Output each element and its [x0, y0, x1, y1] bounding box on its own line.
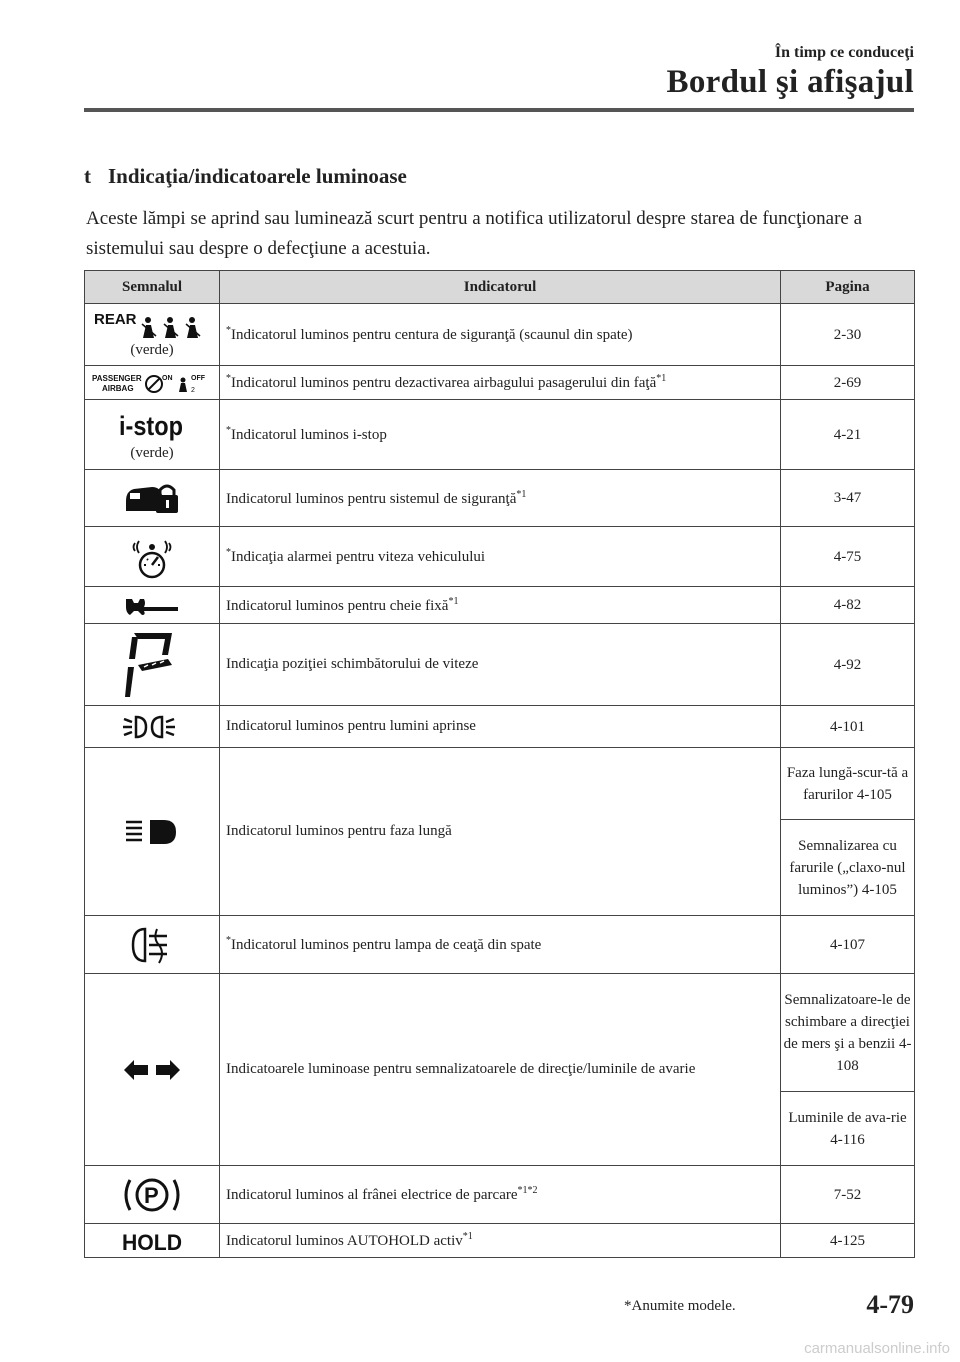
autohold-icon — [120, 1229, 184, 1253]
turn-signal-icon — [122, 1058, 182, 1082]
svg-text:OFF: OFF — [191, 374, 205, 382]
page-ref: 4-92 — [781, 624, 915, 706]
intro-paragraph: Aceste lămpi se aprind sau luminează scurt pentru a notifica utilizatorul despre starea de funcţionare a sistemului sau despre o defecţiune a acestuia. — [86, 208, 863, 259]
page-ref: Semnalizarea cu farurile („claxo-nul luminos”) 4-105 — [781, 820, 915, 916]
page-ref: 4-75 — [781, 527, 915, 587]
svg-text:i-stop: i-stop — [119, 411, 183, 441]
table-row — [85, 527, 915, 587]
header-rule — [84, 108, 914, 112]
page-ref: 4-101 — [781, 706, 915, 748]
footnote-ref: *1 — [656, 373, 667, 384]
table-row — [85, 304, 915, 366]
indicator-table — [84, 270, 915, 1258]
table-row — [85, 706, 915, 748]
table-row — [85, 400, 915, 470]
indicator-text: Indicatorul luminos pentru sistemul de siguranţă — [226, 490, 517, 507]
svg-text:P: P — [144, 1182, 159, 1208]
page-number: 4-79 — [866, 1290, 914, 1319]
page-ref: Semnalizatoare-le de schimbare a direcţiei de mers şi a benzii 4-108 — [781, 974, 915, 1092]
indicator-text: Indicatorul luminos pentru dezactivarea airbagului pasagerului din faţă — [231, 375, 657, 391]
section-bullet: t — [84, 164, 91, 188]
svg-text:PASSENGER: PASSENGER — [92, 373, 142, 383]
header-title: Bordul şi afişajul — [666, 64, 914, 100]
page-ref: Luminile de ava-rie 4-116 — [781, 1092, 915, 1166]
page-ref: Faza lungă-scur-tă a farurilor 4-105 — [781, 748, 915, 820]
col-header-semnalul: Semnalul — [85, 271, 220, 304]
color-note: (verde) — [130, 445, 174, 461]
header-subtitle: În timp ce conduceţi — [774, 44, 914, 61]
col-header-indicatorul: Indicatorul — [220, 271, 781, 304]
indicator-text: Indicatorul luminos al frânei electrice de parcare — [226, 1187, 518, 1203]
indicator-text: Indicaţia poziţiei schimbătorului de viteze — [226, 656, 479, 672]
table-row — [85, 587, 915, 624]
page-ref: 4-82 — [781, 587, 915, 624]
indicator-text: Indicatorul luminos pentru lampa de ceaţă din spate — [231, 937, 542, 953]
section-title-text: Indicaţia/indicatoarele luminoase — [108, 164, 407, 188]
table-row — [85, 748, 915, 820]
page-ref: 7-52 — [781, 1166, 915, 1224]
svg-text:2: 2 — [191, 386, 195, 394]
footnote-ref: *1*2 — [517, 1185, 538, 1196]
table-row — [85, 470, 915, 527]
col-header-pagina: Pagina — [781, 271, 915, 304]
footnote-ref: *1 — [462, 1231, 473, 1242]
indicator-text: Indicatorul luminos pentru lumini aprinse — [226, 718, 476, 734]
rear-seatbelt-icon — [90, 310, 214, 340]
footnote-ref: *1 — [448, 595, 459, 607]
indicator-text: Indicatorul luminos pentru cheie fixă — [226, 597, 449, 614]
color-note: (verde) — [130, 342, 174, 358]
page-ref: 4-107 — [781, 916, 915, 974]
page-ref: 3-47 — [781, 470, 915, 527]
speed-alarm-icon — [127, 535, 177, 579]
page-ref: 4-125 — [781, 1224, 915, 1258]
page-ref: 2-30 — [781, 304, 915, 366]
watermark: carmanualsonline.info — [804, 1340, 950, 1357]
indicator-text: Indicatorul luminos AUTOHOLD activ — [226, 1233, 463, 1249]
footnote-star: * — [226, 373, 231, 384]
indicator-text: Indicatorul luminos pentru centura de siguranţă (scaunul din spate) — [231, 327, 633, 343]
i-stop-icon — [117, 407, 187, 443]
rear-fog-icon — [127, 925, 177, 965]
shift-position-icon — [124, 629, 180, 701]
lights-on-icon — [122, 712, 182, 742]
section-title — [84, 164, 407, 189]
page-ref: 2-69 — [781, 366, 915, 400]
footnote-star: * — [226, 425, 231, 436]
footnote-star: * — [226, 325, 231, 336]
table-row — [85, 366, 915, 400]
page-ref: 4-21 — [781, 400, 915, 470]
table-row — [85, 1224, 915, 1258]
svg-text:AIRBAG: AIRBAG — [102, 383, 134, 393]
table-row — [85, 1166, 915, 1224]
footnote-ref: *1 — [516, 488, 527, 500]
indicator-text: Indicatoarele luminoase pentru semnalizatoarele de direcţie/luminile de avarie — [226, 1061, 696, 1077]
parking-brake-icon — [120, 1172, 184, 1218]
table-row — [85, 624, 915, 706]
footnote-star: * — [226, 547, 231, 558]
footnote-star: * — [226, 935, 231, 946]
indicator-text: Indicatorul luminos pentru faza lungă — [226, 823, 452, 839]
high-beam-icon — [124, 817, 180, 847]
indicator-text: Indicatorul luminos i-stop — [231, 427, 387, 443]
table-row — [85, 916, 915, 974]
indicator-text: Indicaţia alarmei pentru viteza vehiculului — [231, 549, 486, 565]
table-row — [85, 974, 915, 1092]
passenger-airbag-icon — [90, 371, 214, 395]
svg-text:ON: ON — [162, 374, 173, 382]
footnote: *Anumite modele. — [624, 1298, 736, 1314]
wrench-icon — [124, 595, 180, 615]
security-lock-icon — [122, 481, 182, 515]
svg-text:REAR: REAR — [94, 311, 137, 328]
svg-text:HOLD: HOLD — [122, 1229, 182, 1253]
